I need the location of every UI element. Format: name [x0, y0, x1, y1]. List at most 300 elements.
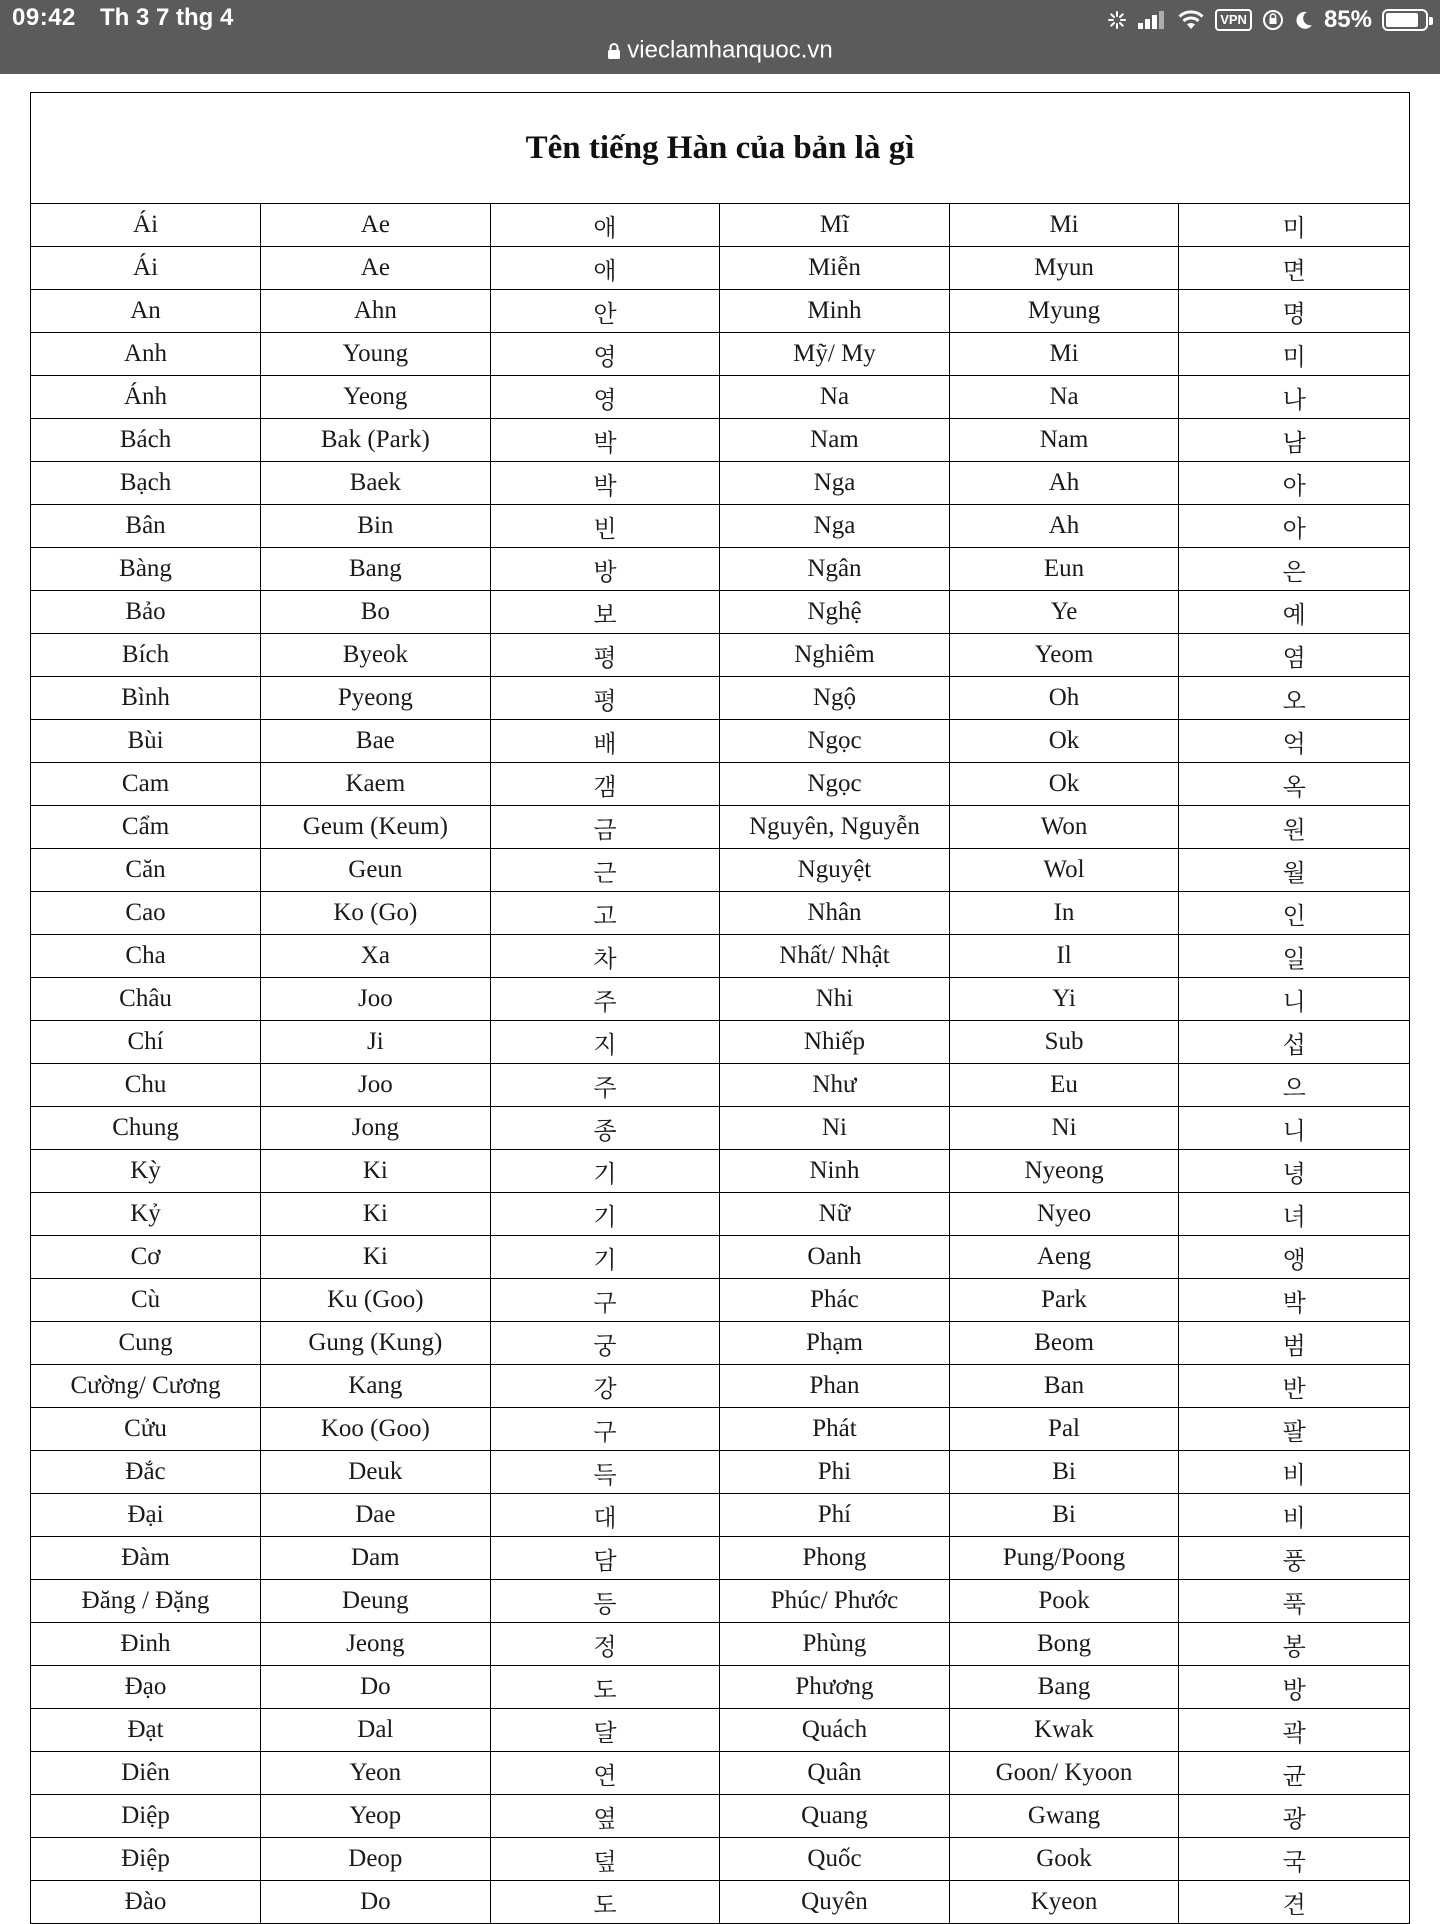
romanized-name-cell: Ae: [261, 204, 491, 247]
vietnamese-name-cell: Minh: [720, 290, 950, 333]
vietnamese-name-cell: Diệp: [31, 1795, 261, 1838]
table-title-row: [31, 93, 1409, 204]
korean-name-cell: 배: [490, 720, 720, 763]
romanized-name-cell: Gwang: [949, 1795, 1179, 1838]
names-table: [30, 92, 1410, 1924]
vietnamese-name-cell: Cường/ Cương: [31, 1365, 261, 1408]
table-row: [31, 720, 1409, 763]
table-row: [31, 978, 1409, 1021]
romanized-name-cell: Nam: [949, 419, 1179, 462]
romanized-name-cell: Jeong: [261, 1623, 491, 1666]
romanized-name-cell: Kwak: [949, 1709, 1179, 1752]
vietnamese-name-cell: An: [31, 290, 261, 333]
romanized-name-cell: Young: [261, 333, 491, 376]
table-row: [31, 1451, 1409, 1494]
vietnamese-name-cell: Cung: [31, 1322, 261, 1365]
korean-name-cell: 풍: [1179, 1537, 1409, 1580]
korean-name-cell: 박: [1179, 1279, 1409, 1322]
romanized-name-cell: Ahn: [261, 290, 491, 333]
korean-name-cell: 기: [490, 1236, 720, 1279]
status-bar: [0, 0, 1440, 74]
status-icons: [1107, 3, 1428, 37]
korean-name-cell: 주: [490, 978, 720, 1021]
korean-name-cell: 월: [1179, 849, 1409, 892]
korean-name-cell: 옥: [1179, 763, 1409, 806]
korean-name-cell: 명: [1179, 290, 1409, 333]
romanized-name-cell: Kyeon: [949, 1881, 1179, 1924]
korean-name-cell: 갬: [490, 763, 720, 806]
vietnamese-name-cell: Châu: [31, 978, 261, 1021]
korean-name-cell: 고: [490, 892, 720, 935]
korean-name-cell: 강: [490, 1365, 720, 1408]
romanized-name-cell: Eu: [949, 1064, 1179, 1107]
table-row: [31, 1537, 1409, 1580]
table-row: [31, 763, 1409, 806]
table-row: [31, 376, 1409, 419]
romanized-name-cell: Deung: [261, 1580, 491, 1623]
korean-name-cell: 앵: [1179, 1236, 1409, 1279]
korean-name-cell: 니: [1179, 978, 1409, 1021]
vietnamese-name-cell: Cha: [31, 935, 261, 978]
korean-name-cell: 반: [1179, 1365, 1409, 1408]
table-row: [31, 290, 1409, 333]
romanized-name-cell: Ok: [949, 763, 1179, 806]
romanized-name-cell: Yi: [949, 978, 1179, 1021]
romanized-name-cell: Ban: [949, 1365, 1179, 1408]
vietnamese-name-cell: Phan: [720, 1365, 950, 1408]
korean-name-cell: 아: [1179, 505, 1409, 548]
vietnamese-name-cell: Nghiêm: [720, 634, 950, 677]
vietnamese-name-cell: Ái: [31, 247, 261, 290]
korean-name-cell: 애: [490, 247, 720, 290]
moon-icon: [1294, 10, 1314, 30]
vietnamese-name-cell: Đăng / Đặng: [31, 1580, 261, 1623]
korean-name-cell: 차: [490, 935, 720, 978]
romanized-name-cell: Xa: [261, 935, 491, 978]
korean-name-cell: 애: [490, 204, 720, 247]
korean-name-cell: 종: [490, 1107, 720, 1150]
korean-name-cell: 근: [490, 849, 720, 892]
romanized-name-cell: Geum (Keum): [261, 806, 491, 849]
status-date: Th 3 7 thg 4: [100, 4, 234, 31]
vietnamese-name-cell: Cơ: [31, 1236, 261, 1279]
table-row: [31, 462, 1409, 505]
vietnamese-name-cell: Bạch: [31, 462, 261, 505]
korean-name-cell: 박: [490, 419, 720, 462]
vietnamese-name-cell: Đại: [31, 1494, 261, 1537]
vietnamese-name-cell: Mĩ: [720, 204, 950, 247]
romanized-name-cell: Gung (Kung): [261, 1322, 491, 1365]
vietnamese-name-cell: Đàm: [31, 1537, 261, 1580]
vietnamese-name-cell: Quách: [720, 1709, 950, 1752]
vietnamese-name-cell: Anh: [31, 333, 261, 376]
orientation-lock-icon: [1262, 9, 1284, 31]
vietnamese-name-cell: Đạt: [31, 1709, 261, 1752]
korean-name-cell: 도: [490, 1666, 720, 1709]
table-row: [31, 634, 1409, 677]
table-row: [31, 1279, 1409, 1322]
vietnamese-name-cell: Nhất/ Nhật: [720, 935, 950, 978]
romanized-name-cell: Bak (Park): [261, 419, 491, 462]
vietnamese-name-cell: Phác: [720, 1279, 950, 1322]
vietnamese-name-cell: Bách: [31, 419, 261, 462]
vietnamese-name-cell: Cao: [31, 892, 261, 935]
romanized-name-cell: Bin: [261, 505, 491, 548]
romanized-name-cell: Bae: [261, 720, 491, 763]
korean-name-cell: 범: [1179, 1322, 1409, 1365]
korean-name-cell: 빈: [490, 505, 720, 548]
vietnamese-name-cell: Ni: [720, 1107, 950, 1150]
romanized-name-cell: Byeok: [261, 634, 491, 677]
romanized-name-cell: Pal: [949, 1408, 1179, 1451]
battery-cap: [1429, 17, 1433, 25]
vietnamese-name-cell: Chu: [31, 1064, 261, 1107]
table-row: [31, 1795, 1409, 1838]
vietnamese-name-cell: Đinh: [31, 1623, 261, 1666]
korean-name-cell: 보: [490, 591, 720, 634]
table-row: [31, 1666, 1409, 1709]
korean-name-cell: 녀: [1179, 1193, 1409, 1236]
romanized-name-cell: Ah: [949, 505, 1179, 548]
vietnamese-name-cell: Bùi: [31, 720, 261, 763]
romanized-name-cell: Ye: [949, 591, 1179, 634]
romanized-name-cell: Do: [261, 1881, 491, 1924]
romanized-name-cell: Yeom: [949, 634, 1179, 677]
romanized-name-cell: Bi: [949, 1451, 1179, 1494]
vietnamese-name-cell: Chí: [31, 1021, 261, 1064]
vietnamese-name-cell: Như: [720, 1064, 950, 1107]
table-row: [31, 1193, 1409, 1236]
vietnamese-name-cell: Phí: [720, 1494, 950, 1537]
romanized-name-cell: Yeop: [261, 1795, 491, 1838]
vietnamese-name-cell: Phùng: [720, 1623, 950, 1666]
table-row: [31, 1494, 1409, 1537]
romanized-name-cell: Joo: [261, 1064, 491, 1107]
vietnamese-name-cell: Phạm: [720, 1322, 950, 1365]
vietnamese-name-cell: Diên: [31, 1752, 261, 1795]
romanized-name-cell: Eun: [949, 548, 1179, 591]
romanized-name-cell: Pook: [949, 1580, 1179, 1623]
vietnamese-name-cell: Căn: [31, 849, 261, 892]
vietnamese-name-cell: Quyên: [720, 1881, 950, 1924]
korean-name-cell: 금: [490, 806, 720, 849]
romanized-name-cell: Baek: [261, 462, 491, 505]
korean-name-cell: 균: [1179, 1752, 1409, 1795]
vietnamese-name-cell: Ngọc: [720, 763, 950, 806]
vietnamese-name-cell: Nhiếp: [720, 1021, 950, 1064]
table-row: [31, 204, 1409, 247]
korean-name-cell: 대: [490, 1494, 720, 1537]
romanized-name-cell: Ah: [949, 462, 1179, 505]
wifi-icon: [1177, 9, 1205, 31]
korean-name-cell: 나: [1179, 376, 1409, 419]
korean-name-cell: 궁: [490, 1322, 720, 1365]
romanized-name-cell: Koo (Goo): [261, 1408, 491, 1451]
vietnamese-name-cell: Na: [720, 376, 950, 419]
korean-name-cell: 녕: [1179, 1150, 1409, 1193]
vietnamese-name-cell: Chung: [31, 1107, 261, 1150]
romanized-name-cell: Mi: [949, 204, 1179, 247]
vietnamese-name-cell: Cẩm: [31, 806, 261, 849]
table-row: [31, 1580, 1409, 1623]
table-row: [31, 1408, 1409, 1451]
korean-name-cell: 면: [1179, 247, 1409, 290]
vietnamese-name-cell: Ngân: [720, 548, 950, 591]
korean-name-cell: 구: [490, 1408, 720, 1451]
korean-name-cell: 평: [490, 677, 720, 720]
table-row: [31, 419, 1409, 462]
table-row: [31, 1021, 1409, 1064]
korean-name-cell: 구: [490, 1279, 720, 1322]
vietnamese-name-cell: Đào: [31, 1881, 261, 1924]
vietnamese-name-cell: Nam: [720, 419, 950, 462]
romanized-name-cell: Ok: [949, 720, 1179, 763]
romanized-name-cell: Ku (Goo): [261, 1279, 491, 1322]
korean-name-cell: 득: [490, 1451, 720, 1494]
table-row: [31, 935, 1409, 978]
romanized-name-cell: Ni: [949, 1107, 1179, 1150]
vietnamese-name-cell: Điệp: [31, 1838, 261, 1881]
vietnamese-name-cell: Ngọc: [720, 720, 950, 763]
romanized-name-cell: Kang: [261, 1365, 491, 1408]
korean-name-cell: 달: [490, 1709, 720, 1752]
status-time: 09:42: [12, 4, 76, 31]
vietnamese-name-cell: Đạo: [31, 1666, 261, 1709]
romanized-name-cell: Deop: [261, 1838, 491, 1881]
vietnamese-name-cell: Bân: [31, 505, 261, 548]
table-row: [31, 505, 1409, 548]
table-row: [31, 333, 1409, 376]
romanized-name-cell: Oh: [949, 677, 1179, 720]
korean-name-cell: 은: [1179, 548, 1409, 591]
vietnamese-name-cell: Nga: [720, 462, 950, 505]
korean-name-cell: 견: [1179, 1881, 1409, 1924]
romanized-name-cell: Park: [949, 1279, 1179, 1322]
vietnamese-name-cell: Ái: [31, 204, 261, 247]
url-text: vieclamhanquoc.vn: [627, 36, 833, 64]
korean-name-cell: 기: [490, 1150, 720, 1193]
korean-name-cell: 억: [1179, 720, 1409, 763]
romanized-name-cell: Myung: [949, 290, 1179, 333]
vietnamese-name-cell: Đắc: [31, 1451, 261, 1494]
korean-name-cell: 일: [1179, 935, 1409, 978]
romanized-name-cell: Beom: [949, 1322, 1179, 1365]
table-row: [31, 548, 1409, 591]
vietnamese-name-cell: Cù: [31, 1279, 261, 1322]
address-bar[interactable]: [0, 36, 1440, 65]
korean-name-cell: 예: [1179, 591, 1409, 634]
romanized-name-cell: Mi: [949, 333, 1179, 376]
korean-name-cell: 으: [1179, 1064, 1409, 1107]
table-row: [31, 806, 1409, 849]
table-row: [31, 591, 1409, 634]
korean-name-cell: 곽: [1179, 1709, 1409, 1752]
vietnamese-name-cell: Nguyệt: [720, 849, 950, 892]
korean-name-cell: 푹: [1179, 1580, 1409, 1623]
romanized-name-cell: Do: [261, 1666, 491, 1709]
korean-name-cell: 염: [1179, 634, 1409, 677]
korean-name-cell: 팔: [1179, 1408, 1409, 1451]
romanized-name-cell: Bo: [261, 591, 491, 634]
battery-icon: [1382, 9, 1428, 31]
romanized-name-cell: Dae: [261, 1494, 491, 1537]
korean-name-cell: 영: [490, 376, 720, 419]
vietnamese-name-cell: Nguyên, Nguyễn: [720, 806, 950, 849]
korean-name-cell: 정: [490, 1623, 720, 1666]
romanized-name-cell: Sub: [949, 1021, 1179, 1064]
korean-name-cell: 도: [490, 1881, 720, 1924]
vietnamese-name-cell: Phúc/ Phước: [720, 1580, 950, 1623]
korean-name-cell: 비: [1179, 1494, 1409, 1537]
romanized-name-cell: Dal: [261, 1709, 491, 1752]
vietnamese-name-cell: Kỳ: [31, 1150, 261, 1193]
romanized-name-cell: Aeng: [949, 1236, 1179, 1279]
table-row: [31, 1150, 1409, 1193]
table-row: [31, 1838, 1409, 1881]
romanized-name-cell: Kaem: [261, 763, 491, 806]
table-row: [31, 1236, 1409, 1279]
table-row: [31, 892, 1409, 935]
korean-name-cell: 박: [490, 462, 720, 505]
vietnamese-name-cell: Nga: [720, 505, 950, 548]
vietnamese-name-cell: Quang: [720, 1795, 950, 1838]
korean-name-cell: 주: [490, 1064, 720, 1107]
korean-name-cell: 아: [1179, 462, 1409, 505]
table-row: [31, 1107, 1409, 1150]
vietnamese-name-cell: Bình: [31, 677, 261, 720]
romanized-name-cell: Il: [949, 935, 1179, 978]
table-row: [31, 849, 1409, 892]
vietnamese-name-cell: Quốc: [720, 1838, 950, 1881]
battery-fill: [1386, 13, 1418, 27]
vietnamese-name-cell: Ninh: [720, 1150, 950, 1193]
romanized-name-cell: Goon/ Kyoon: [949, 1752, 1179, 1795]
loading-spinner-icon: [1107, 10, 1127, 30]
romanized-name-cell: Ko (Go): [261, 892, 491, 935]
korean-name-cell: 인: [1179, 892, 1409, 935]
romanized-name-cell: Bang: [261, 548, 491, 591]
romanized-name-cell: Dam: [261, 1537, 491, 1580]
vietnamese-name-cell: Bàng: [31, 548, 261, 591]
korean-name-cell: 미: [1179, 204, 1409, 247]
vietnamese-name-cell: Oanh: [720, 1236, 950, 1279]
romanized-name-cell: In: [949, 892, 1179, 935]
table-title: Tên tiếng Hàn của bản là gì: [525, 129, 915, 166]
vietnamese-name-cell: Phương: [720, 1666, 950, 1709]
korean-name-cell: 국: [1179, 1838, 1409, 1881]
korean-name-cell: 영: [490, 333, 720, 376]
romanized-name-cell: Ki: [261, 1150, 491, 1193]
romanized-name-cell: Bong: [949, 1623, 1179, 1666]
korean-name-cell: 옆: [490, 1795, 720, 1838]
korean-name-cell: 봉: [1179, 1623, 1409, 1666]
lock-icon: [607, 42, 621, 60]
romanized-name-cell: Deuk: [261, 1451, 491, 1494]
vpn-badge: VPN: [1215, 9, 1252, 31]
romanized-name-cell: Nyeo: [949, 1193, 1179, 1236]
vietnamese-name-cell: Phát: [720, 1408, 950, 1451]
table-row: [31, 1881, 1409, 1924]
romanized-name-cell: Jong: [261, 1107, 491, 1150]
table-row: [31, 1752, 1409, 1795]
table-row: [31, 1709, 1409, 1752]
table-row: [31, 1623, 1409, 1666]
vietnamese-name-cell: Quân: [720, 1752, 950, 1795]
korean-name-cell: 니: [1179, 1107, 1409, 1150]
romanized-name-cell: Ki: [261, 1193, 491, 1236]
korean-name-cell: 안: [490, 290, 720, 333]
korean-name-cell: 원: [1179, 806, 1409, 849]
vietnamese-name-cell: Nhi: [720, 978, 950, 1021]
romanized-name-cell: Gook: [949, 1838, 1179, 1881]
vietnamese-name-cell: Kỷ: [31, 1193, 261, 1236]
romanized-name-cell: Ji: [261, 1021, 491, 1064]
table-row: [31, 677, 1409, 720]
korean-name-cell: 연: [490, 1752, 720, 1795]
romanized-name-cell: Geun: [261, 849, 491, 892]
romanized-name-cell: Won: [949, 806, 1179, 849]
korean-name-cell: 섭: [1179, 1021, 1409, 1064]
romanized-name-cell: Yeon: [261, 1752, 491, 1795]
korean-name-cell: 담: [490, 1537, 720, 1580]
romanized-name-cell: Myun: [949, 247, 1179, 290]
romanized-name-cell: Yeong: [261, 376, 491, 419]
romanized-name-cell: Bang: [949, 1666, 1179, 1709]
korean-name-cell: 남: [1179, 419, 1409, 462]
vietnamese-name-cell: Bích: [31, 634, 261, 677]
vietnamese-name-cell: Nghệ: [720, 591, 950, 634]
romanized-name-cell: Ki: [261, 1236, 491, 1279]
table-row: [31, 1322, 1409, 1365]
battery-percent: 85%: [1323, 6, 1372, 33]
korean-name-cell: 미: [1179, 333, 1409, 376]
vietnamese-name-cell: Ánh: [31, 376, 261, 419]
romanized-name-cell: Pyeong: [261, 677, 491, 720]
name-table: [31, 204, 1409, 1924]
vietnamese-name-cell: Bảo: [31, 591, 261, 634]
romanized-name-cell: Na: [949, 376, 1179, 419]
korean-name-cell: 방: [1179, 1666, 1409, 1709]
romanized-name-cell: Bi: [949, 1494, 1179, 1537]
vietnamese-name-cell: Cửu: [31, 1408, 261, 1451]
korean-name-cell: 기: [490, 1193, 720, 1236]
korean-name-cell: 지: [490, 1021, 720, 1064]
vietnamese-name-cell: Ngộ: [720, 677, 950, 720]
korean-name-cell: 덮: [490, 1838, 720, 1881]
vietnamese-name-cell: Nữ: [720, 1193, 950, 1236]
korean-name-cell: 등: [490, 1580, 720, 1623]
romanized-name-cell: Ae: [261, 247, 491, 290]
vietnamese-name-cell: Mỹ/ My: [720, 333, 950, 376]
korean-name-cell: 방: [490, 548, 720, 591]
table-row: [31, 1064, 1409, 1107]
romanized-name-cell: Nyeong: [949, 1150, 1179, 1193]
vietnamese-name-cell: Cam: [31, 763, 261, 806]
romanized-name-cell: Joo: [261, 978, 491, 1021]
vietnamese-name-cell: Nhân: [720, 892, 950, 935]
vietnamese-name-cell: Miễn: [720, 247, 950, 290]
romanized-name-cell: Pung/Poong: [949, 1537, 1179, 1580]
cellular-signal-icon: [1137, 10, 1167, 30]
table-row: [31, 247, 1409, 290]
korean-name-cell: 평: [490, 634, 720, 677]
vietnamese-name-cell: Phi: [720, 1451, 950, 1494]
korean-name-cell: 비: [1179, 1451, 1409, 1494]
romanized-name-cell: Wol: [949, 849, 1179, 892]
korean-name-cell: 광: [1179, 1795, 1409, 1838]
vietnamese-name-cell: Phong: [720, 1537, 950, 1580]
table-row: [31, 1365, 1409, 1408]
